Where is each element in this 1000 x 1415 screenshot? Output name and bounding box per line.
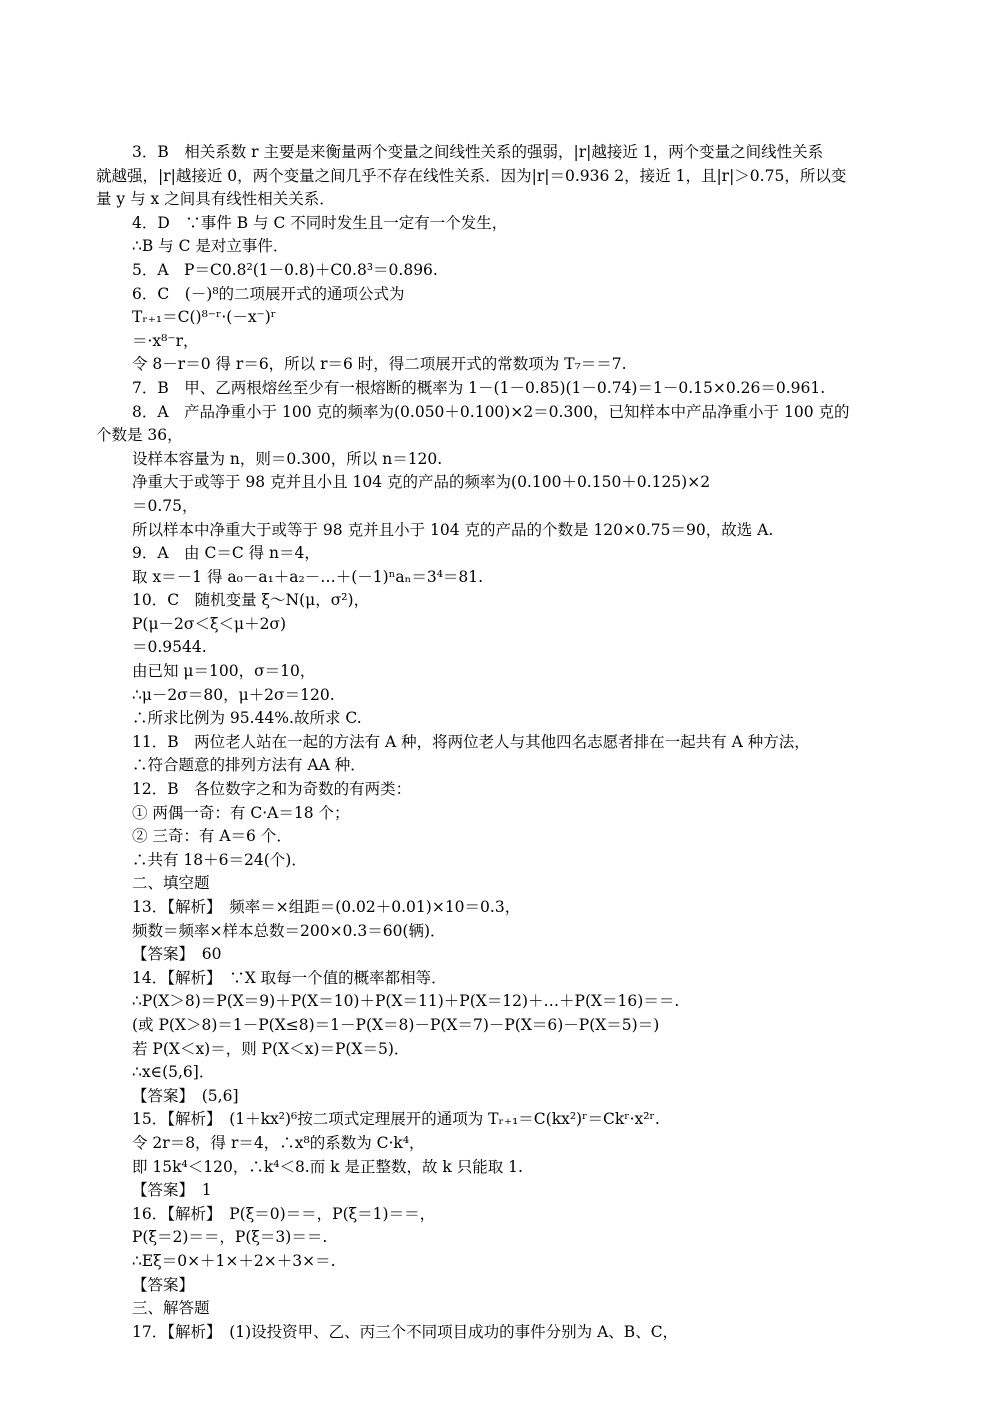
text-line: ∴共有 18＋6＝24(个)．: [132, 850, 307, 869]
text-line: 3．B 相关系数 r 主要是来衡量两个变量之间线性关系的强弱，|r|越接近 1，两个变量之间线性关系: [132, 143, 824, 161]
text-line: 净重大于或等于 98 克并且小且 104 克的产品的频率为(0.100＋0.150＋0.125)×2: [132, 473, 711, 492]
text-line: 设样本容量为 n，则＝0.300，所以 n＝120.: [132, 449, 443, 468]
text-line: Tᵣ₊₁＝C()⁸⁻ʳ·(－x⁻)ʳ: [132, 308, 277, 327]
solution-text-body: [96, 141, 908, 1344]
text-line: 【答案】 60: [132, 945, 222, 964]
text-line: 个数是 36，: [96, 426, 183, 445]
text-line: ① 两偶一奇：有 C·A＝18 个；: [132, 803, 350, 822]
text-line: 令 8－r＝0 得 r＝6，所以 r＝6 时，得二项展开式的常数项为 T₇＝＝7.: [132, 355, 627, 374]
text-line: 6．C (－)⁸的二项展开式的通项公式为: [132, 284, 405, 303]
text-line: 令 2r＝8，得 r＝4，∴x⁸的系数为 C·k⁴，: [132, 1133, 425, 1152]
text-line: 【答案】: [132, 1275, 195, 1294]
text-line: ＝0.75，: [132, 496, 198, 515]
text-line: 11．B 两位老人站在一起的方法有 A 种，将两位老人与其他四名志愿者排在一起共有 A 种方法，: [132, 732, 810, 751]
text-line: 三、解答题: [132, 1299, 210, 1318]
text-line: 若 P(X＜x)＝，则 P(X＜x)＝P(X＝5)．: [132, 1039, 410, 1058]
text-line: 由已知 μ＝100，σ＝10，: [132, 662, 316, 681]
text-line: 【答案】 (5,6]: [132, 1086, 239, 1105]
text-line: 15．【解析】 (1＋kx²)⁶按二项式定理展开的通项为 Tᵣ₊₁＝C(kx²)ʳ＝Ckʳ·x²ʳ.: [132, 1110, 660, 1129]
text-line: 13．【解析】 频率＝×组距＝(0.02＋0.01)×10＝0.3，: [132, 898, 521, 916]
text-line: 【答案】 1: [132, 1181, 212, 1200]
text-line: 5．A P＝C0.8²(1－0.8)＋C0.8³＝0.896.: [132, 260, 438, 279]
text-line: ∴P(X＞8)＝P(X＝9)＋P(X＝10)＋P(X＝11)＋P(X＝12)＋…＋P(X＝16)＝＝.: [132, 992, 680, 1011]
text-line: 7．B 甲、乙两根熔丝至少有一根熔断的概率为 1－(1－0.85)(1－0.74)＝1－0.15×0.26＝0.961.: [132, 378, 826, 397]
text-line: ∴μ－2σ＝80，μ＋2σ＝120.: [132, 685, 335, 704]
text-line: 8．A 产品净重小于 100 克的频率为(0.050＋0.100)×2＝0.300，已知样本中产品净重小于 100 克的: [132, 402, 850, 421]
text-line: 17．【解析】 (1)设投资甲、乙、丙三个不同项目成功的事件分别为 A、B、C，: [132, 1322, 679, 1341]
text-line: 量 y 与 x 之间具有线性相关关系．: [96, 190, 335, 209]
text-line: 就越强，|r|越接近 0，两个变量之间几乎不存在线性关系．因为|r|＝0.936 2，接近 1，且|r|＞0.75，所以变: [96, 166, 847, 185]
text-line: P(ξ＝2)＝＝，P(ξ＝3)＝＝.: [132, 1228, 328, 1247]
text-line: 9．A 由 C＝C 得 n＝4，: [132, 544, 320, 563]
text-line: 取 x＝－1 得 a₀－a₁＋a₂－…＋(－1)ⁿaₙ＝3⁴＝81.: [132, 567, 484, 586]
text-line: 即 15k⁴＜120，∴k⁴＜8.而 k 是正整数，故 k 只能取 1.: [132, 1157, 523, 1176]
text-line: ＝·x⁸⁻r，: [132, 331, 199, 350]
text-line: P(μ－2σ＜ξ＜μ＋2σ): [132, 614, 287, 633]
text-line: 频数＝频率×样本总数＝200×0.3＝60(辆)．: [132, 921, 446, 940]
text-line: 16．【解析】 P(ξ＝0)＝＝，P(ξ＝1)＝＝，: [132, 1204, 436, 1223]
text-line: ∴Eξ＝0×＋1×＋2×＋3×＝.: [132, 1251, 336, 1270]
text-line: ∴所求比例为 95.44%.故所求 C.: [132, 709, 362, 728]
text-line: ② 三奇：有 A＝6 个．: [132, 827, 292, 846]
text-line: ∴x∈(5,6]．: [132, 1063, 215, 1082]
text-line: ∴符合题意的排列方法有 AA 种．: [132, 756, 366, 775]
text-line: ∴B 与 C 是对立事件．: [132, 237, 289, 256]
text-line: 所以样本中净重大于或等于 98 克并且小于 104 克的产品的个数是 120×0.75＝90，故选 A.: [132, 520, 774, 539]
text-line: 二、填空题: [132, 874, 210, 893]
text-line: 14．【解析】 ∵X 取每一个值的概率都相等．: [132, 968, 447, 987]
text-line: 4．D ∵事件 B 与 C 不同时发生且一定有一个发生，: [132, 213, 508, 232]
text-line: ＝0.9544.: [132, 638, 207, 657]
text-line: 10．C 随机变量 ξ～N(μ，σ²)，: [132, 591, 370, 610]
text-line: 12．B 各位数字之和为奇数的有两类：: [132, 780, 412, 799]
text-line: (或 P(X＞8)＝1－P(X≤8)＝1－P(X＝8)－P(X＝7)－P(X＝6)－P(X＝5)＝): [132, 1015, 660, 1034]
